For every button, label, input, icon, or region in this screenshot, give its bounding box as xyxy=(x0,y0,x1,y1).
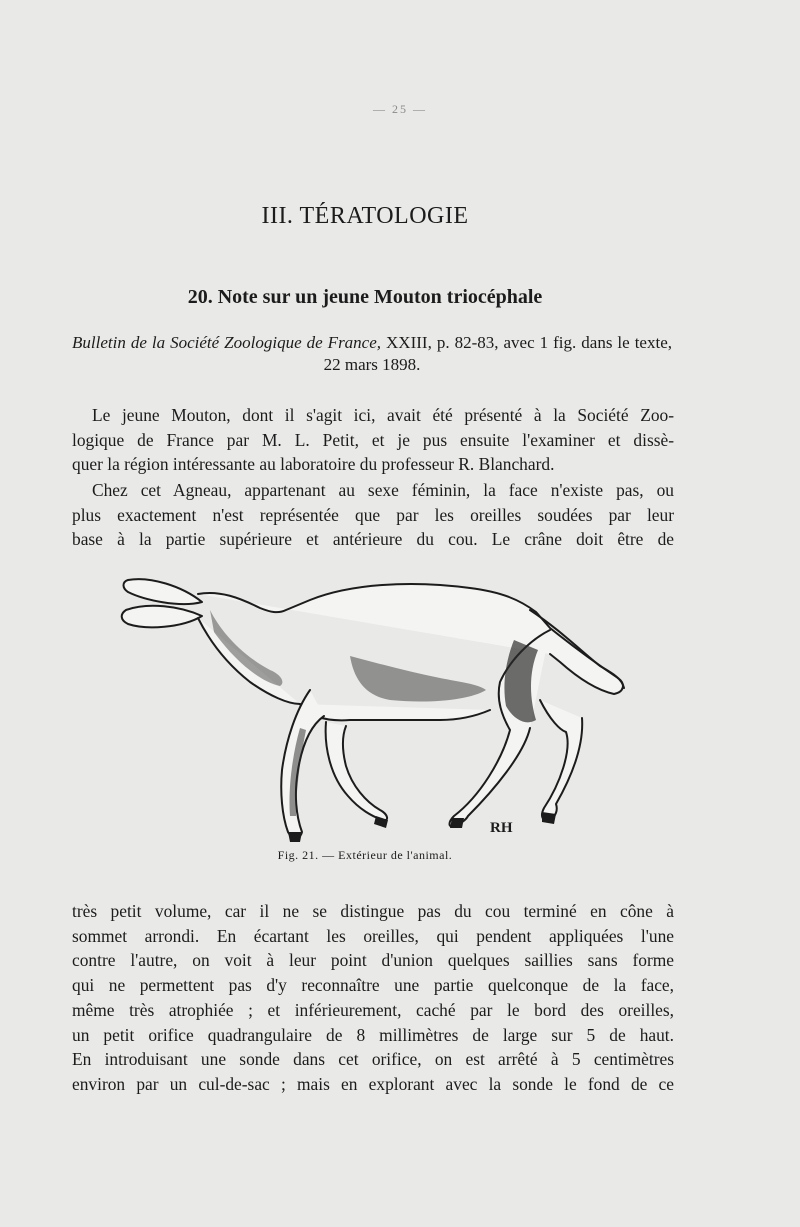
paragraph-3 xyxy=(72,899,674,1097)
text-line: En introduisant une sonde dans cet orifice, on est arrêté à 5 centimètres xyxy=(72,1049,674,1070)
text-line: environ par un cul-de-sac ; mais en explorant avec la sonde le fond de ce xyxy=(72,1073,674,1094)
text-line: qui ne permettent pas d'y reconnaître une partie quelconque de la face, xyxy=(72,975,674,996)
lamb-illustration xyxy=(110,570,640,850)
section-title: III. TÉRATOLOGIE xyxy=(261,203,469,229)
article-title: 20. Note sur un jeune Mouton triocéphale xyxy=(187,286,543,308)
page-number: — 25 — xyxy=(373,102,427,116)
text-line: plus exactement n'est représentée que par les oreilles soudées par leur xyxy=(72,504,674,525)
text-line: Chez cet Agneau, appartenant au sexe féminin, la face n'existe pas, ou xyxy=(92,480,674,500)
lamb-drawing xyxy=(110,570,640,850)
citation-details: XXIII, p. 82-83, avec 1 fig. dans le texte, 22 mars 1898. xyxy=(323,333,672,374)
text-line: logique de France par M. L. Petit, et je pus ensuite l'examiner et dissè- xyxy=(72,429,674,450)
text-line: Le jeune Mouton, dont il s'agit ici, avait été présenté à la Société Zoo- xyxy=(92,405,674,425)
text-line: même très atrophiée ; et inférieurement, caché par le bord des oreilles, xyxy=(72,999,674,1020)
figure-caption: Fig. 21. — Extérieur de l'animal. xyxy=(277,848,453,862)
text-line: quer la région intéressante au laboratoire du professeur R. Blanchard. xyxy=(72,454,555,475)
text-line: contre l'autre, on voit à leur point d'union quelques saillies sans forme xyxy=(72,950,674,971)
text-line: très petit volume, car il ne se distingue pas du cou terminé en cône à xyxy=(72,901,674,921)
text-line: sommet arrondi. En écartant les oreilles, qui pendent appliquées l'une xyxy=(72,925,674,946)
text-line: un petit orifice quadrangulaire de 8 millimètres de large sur 5 de haut. xyxy=(72,1024,674,1045)
paragraph-1 xyxy=(72,403,674,477)
text-line: base à la partie supérieure et antérieure du cou. Le crâne doit être de xyxy=(72,529,674,550)
artist-monogram: RH xyxy=(490,820,513,836)
paragraph-2 xyxy=(72,478,674,552)
citation-journal: Bulletin de la Société Zoologique de France, xyxy=(72,333,382,352)
citation xyxy=(72,332,672,376)
